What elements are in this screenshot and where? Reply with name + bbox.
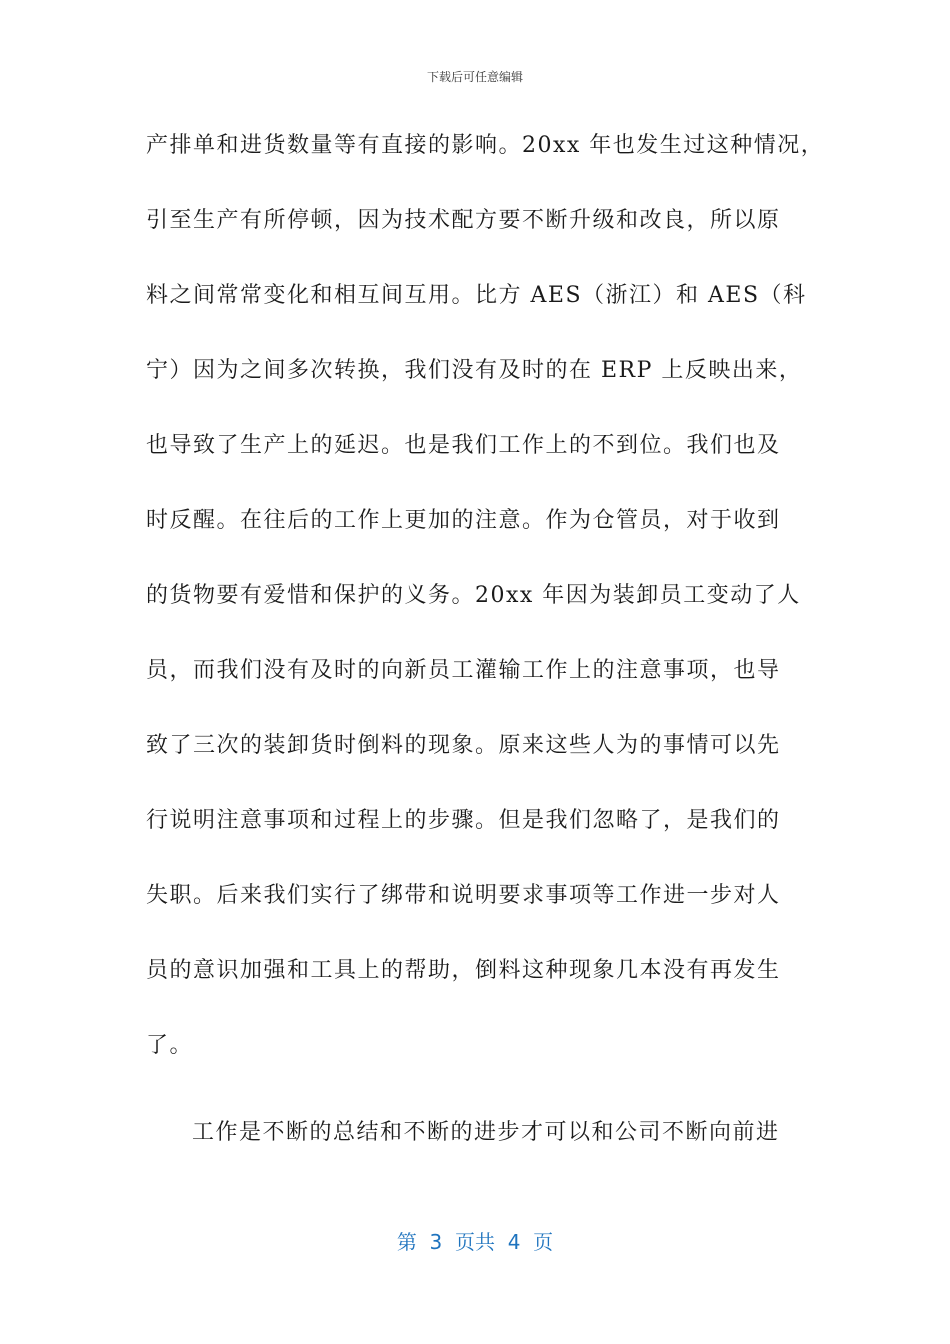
text-line: 员，而我们没有及时的向新员工灌输工作上的注意事项，也导 [146,658,781,683]
text-line: 失职。后来我们实行了绑带和说明要求事项等工作进一步对人 [146,883,781,908]
text-line: 料之间常常变化和相互间互用。比方 AES（浙江）和 AES（科 [146,283,807,308]
text-line: 的货物要有爱惜和保护的义务。20xx 年因为装卸员工变动了人 [146,583,801,608]
text-line: 了。 [146,1033,194,1058]
header-note: 下载后可任意编辑 [426,70,523,84]
paragraph [146,1115,806,1190]
text-line: 时反醒。在往后的工作上更加的注意。作为仓管员，对于收到 [146,508,781,533]
text-line: 引至生产有所停顿，因为技术配方要不断升级和改良，所以原 [146,208,781,233]
paragraph [146,128,825,1103]
page-number-footer: 第 3 页共 4 页 [396,1230,554,1254]
text-line: 也导致了生产上的延迟。也是我们工作上的不到位。我们也及 [146,433,781,458]
text-line: 产排单和进货数量等有直接的影响。20xx 年也发生过这种情况， [146,133,825,158]
text-line: 致了三次的装卸货时倒料的现象。原来这些人为的事情可以先 [146,733,781,758]
text-line: 工作是不断的总结和不断的进步才可以和公司不断向前进 [192,1120,780,1145]
text-line: 行说明注意事项和过程上的步骤。但是我们忽略了，是我们的 [146,808,781,833]
text-line: 宁）因为之间多次转换，我们没有及时的在 ERP 上反映出来， [146,358,803,383]
body-text [146,128,825,1190]
text-line: 员的意识加强和工具上的帮助，倒料这种现象几本没有再发生 [146,958,781,983]
